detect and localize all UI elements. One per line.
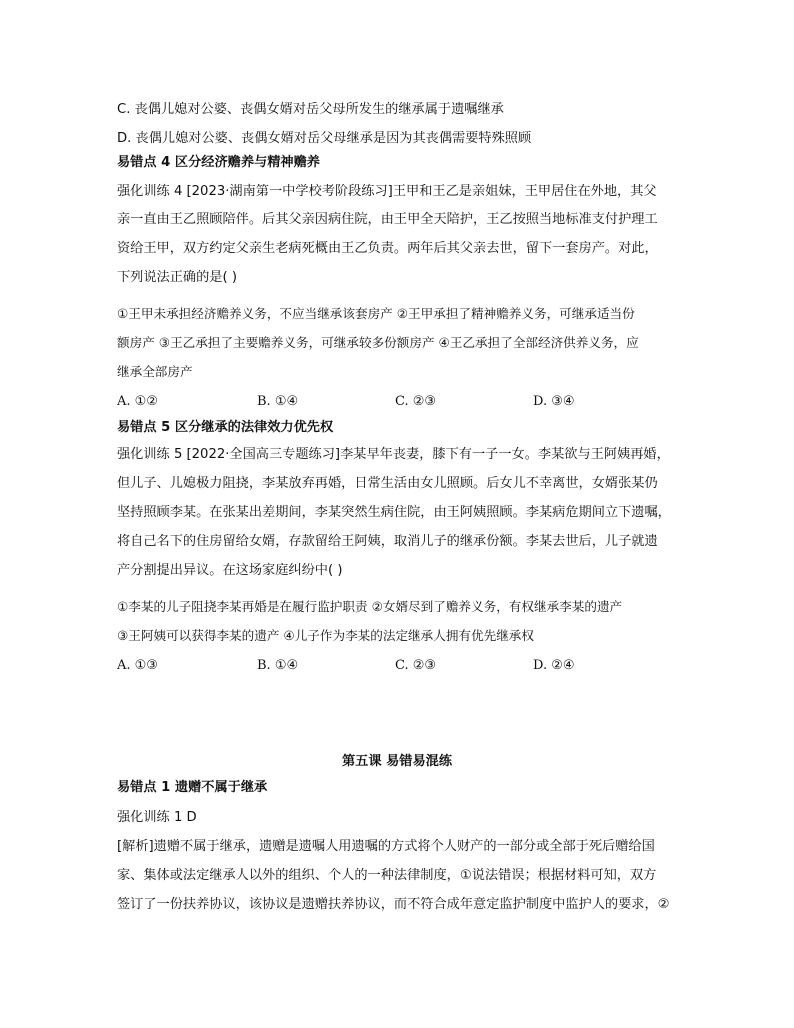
question-4-stem-line-3: 资给王甲，双方约定父亲生老病死概由王乙负责。两年后其父亲去世，留下一套房产。对此， (117, 241, 658, 256)
option-d[interactable]: D. ③④ (533, 394, 575, 409)
analysis-line-1: [解析]遗赠不属于继承，遗赠是遗嘱人用遗嘱的方式将个人财产的一部分或全部于死后赠给国 (117, 839, 655, 854)
question-4-stem-line-1: 强化训练 4 [2023·湖南第一中学校考阶段练习]王甲和王乙是亲姐妹，王甲居住在外地，其父 (117, 184, 657, 199)
option-c[interactable]: C. ②③ (395, 658, 437, 673)
question-5-stem-line-5: 产分割提出异议。在这场家庭纠纷中( ) (117, 563, 343, 578)
question-4-stem-line-4: 下列说法正确的是( ) (117, 270, 237, 285)
section-heading-5: 易错点 5 区分继承的法律效力优先权 (117, 420, 334, 435)
section-heading-4: 易错点 4 区分经济赡养与精神赡养 (117, 155, 320, 170)
question-4-statement-line-2: 额房产 ③王乙承担了主要赡养义务，可继承较多份额房产 ④王乙承担了全部经济供养义务，应 (117, 335, 639, 350)
question-5-statement-line-2: ③王阿姨可以获得李某的遗产 ④儿子作为李某的法定继承人拥有优先继承权 (117, 628, 534, 643)
question-4-stem-line-2: 亲一直由王乙照顾陪伴。后其父亲因病住院，由王甲全天陪护，王乙按照当地标准支付护理工 (117, 212, 658, 227)
question-5-stem-line-1: 强化训练 5 [2022·全国高三专题练习]李某早年丧妻，膝下有一子一女。李某欲与王阿姨再婚， (117, 447, 670, 462)
question-5-stem-line-3: 坚持照顾李某。在张某出差期间，李某突然生病住院，由王阿姨照顾。李某病危期间立下遗嘱， (117, 505, 671, 520)
option-c[interactable]: C. ②③ (395, 394, 437, 409)
question-4-statement-line-3: 继承全部房产 (117, 364, 193, 379)
option-c-prev: C. 丧偶儿媳对公婆、丧偶女婿对岳父母所发生的继承属于遗嘱继承 (117, 102, 504, 117)
analysis-line-2: 家、集体或法定继承人以外的组织、个人的一种法律制度，①说法错误；根据材料可知，双方 (117, 868, 657, 883)
question-5-stem-line-4: 将自己名下的住房留给女婿，存款留给王阿姨，取消儿子的继承份额。李某去世后，儿子就遗 (117, 534, 658, 549)
lesson-title: 第五课 易错易混练 (341, 754, 453, 769)
analysis-line-3: 签订了一份扶养协议，该协议是遗赠扶养协议，而不符合成年意定监护制度中监护人的要求，② (117, 897, 670, 912)
option-d[interactable]: D. ②④ (533, 658, 575, 673)
option-b[interactable]: B. ①④ (257, 658, 299, 673)
option-a[interactable]: A. ①② (117, 394, 158, 409)
question-4-options (117, 394, 677, 414)
question-5-stem-line-2: 但儿子、儿媳极力阻挠，李某放弃再婚，日常生活由女儿照顾。后女儿不幸离世，女婿张某仍 (117, 476, 658, 491)
question-5-statement-line-1: ①李某的儿子阻挠李某再婚是在履行监护职责 ②女婿尽到了赡养义务，有权继承李某的遗产 (117, 599, 623, 614)
option-b[interactable]: B. ①④ (257, 394, 299, 409)
answer-label: 强化训练 1 D (117, 810, 197, 825)
question-5-options (117, 658, 677, 678)
option-a[interactable]: A. ①③ (117, 658, 158, 673)
question-4-statement-line-1: ①王甲未承担经济赡养义务，不应当继承该套房产 ②王甲承担了精神赡养义务，可继承适当份 (117, 306, 635, 321)
section-heading-1: 易错点 1 遗赠不属于继承 (117, 780, 268, 795)
option-d-prev: D. 丧偶儿媳对公婆、丧偶女婿对岳父母继承是因为其丧偶需要特殊照顾 (117, 131, 532, 146)
